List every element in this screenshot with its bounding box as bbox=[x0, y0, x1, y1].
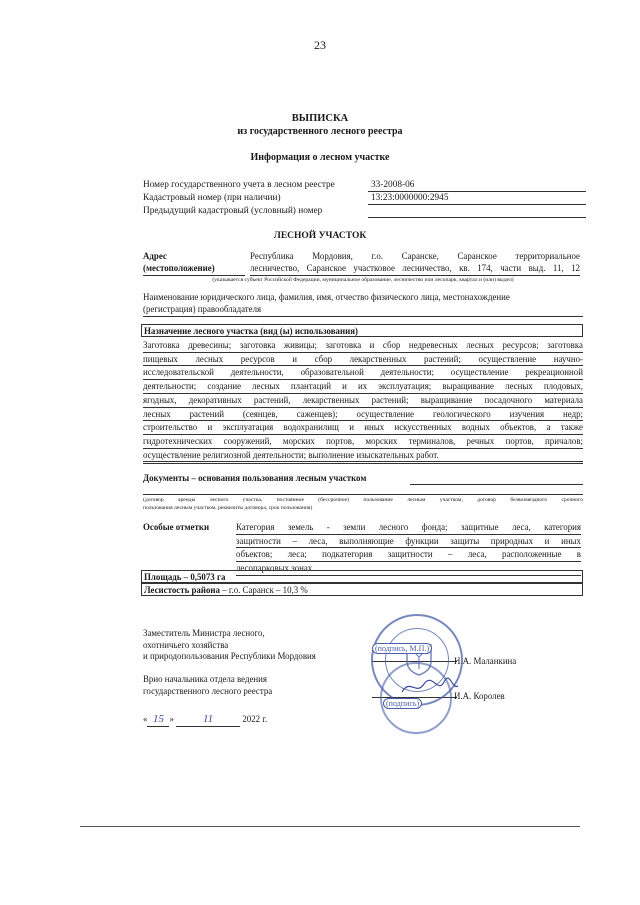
purpose-line: пищевых лесных ресурсов и сбор лекарственных растений; осуществление научно- bbox=[143, 353, 583, 367]
field-registry-number-value: 33-2008-06 bbox=[368, 179, 586, 192]
date-month: 11 bbox=[176, 713, 240, 727]
signature-2-icon bbox=[400, 674, 460, 700]
signatory-2-title bbox=[143, 674, 272, 697]
owner-line-1: Наименование юридического лица, фамилия, имя, отчество физического лица, местонахождение bbox=[143, 292, 510, 302]
purpose-line: лесных растений (сеянцев, саженцев); осуществление геологического изучения недр; bbox=[143, 408, 583, 422]
signatory-1-name: Н.А. Маланкина bbox=[454, 656, 517, 666]
section-plot-heading: ЛЕСНОЙ УЧАСТОК bbox=[273, 231, 367, 241]
special-marks-label: Особые отметки bbox=[143, 522, 210, 532]
page-number: 23 bbox=[314, 38, 326, 52]
signatory-1-title-line: и природопользования Республики Мордовия bbox=[143, 651, 316, 661]
special-marks-text bbox=[236, 521, 581, 576]
purpose-line: исследовательской деятельности, образовательной деятельности; осуществление рекреационной bbox=[143, 366, 583, 380]
special-marks-line: лесопарковых зонах bbox=[236, 562, 581, 576]
address-label: Адрес bbox=[143, 251, 167, 261]
date-close-quote: » bbox=[169, 714, 174, 724]
date-day: 15 bbox=[147, 713, 169, 727]
documents-top-rule bbox=[143, 463, 583, 464]
field-cadastral-number-value: 13:23:0000000:2945 bbox=[368, 192, 586, 205]
purpose-line: Заготовка древесины; заготовка живицы; заготовка и сбор недревесных лесных ресурсов; заготовка bbox=[143, 339, 583, 353]
owner-underline bbox=[143, 316, 583, 317]
purpose-line: гидротехнических сооружений, морских портов, морских терминалов, речных портов, причалов; bbox=[143, 435, 583, 449]
document-subtitle: из государственного лесного реестра bbox=[237, 126, 403, 137]
documents-hint-1: (договор аренды лесного участка, постоянное (бессрочное) пользование лесным участком, договор безвозмездного срочного bbox=[143, 497, 583, 503]
signatory-1-title-line: Заместитель Министра лесного, bbox=[143, 628, 265, 638]
area-value: 0,5073 га bbox=[190, 572, 226, 582]
forest-cover-row bbox=[141, 583, 583, 596]
purpose-line: ягодных, декоративных растений, лекарственных растений; выращивание посадочного материала bbox=[143, 394, 583, 408]
purpose-line: деятельности; создание лесных плантаций и их эксплуатация; выращивание лесных плодовых, bbox=[143, 380, 583, 394]
address-line-2: лесничество, Саранское участковое лесничество, кв. 174, части выд. 11, 12 bbox=[250, 262, 580, 276]
purpose-line: осуществление религиозной деятельности; выполнение изыскательных работ. bbox=[143, 449, 583, 463]
documents-rule bbox=[143, 494, 583, 495]
document-title: ВЫПИСКА bbox=[291, 113, 349, 124]
field-previous-number-label: Предыдущий кадастровый (условный) номер bbox=[143, 206, 323, 216]
signatory-1-title bbox=[143, 628, 316, 663]
date-row bbox=[143, 713, 273, 727]
purpose-text bbox=[143, 339, 583, 462]
address-label-sub: (местоположение) bbox=[143, 262, 245, 276]
area-label: Площадь – bbox=[144, 572, 189, 582]
forest-cover-label: Лесистость района bbox=[144, 585, 220, 595]
section-info-heading: Информация о лесном участке bbox=[250, 152, 390, 163]
address-line-1: Республика Мордовия, г.о. Саранске, Саранское территориальное bbox=[250, 251, 580, 261]
documents-hint-2: пользования лесным участком, реквизиты договора, срок пользования) bbox=[143, 505, 313, 511]
signatory-1-sign-hint: (подпись, М.П.) bbox=[372, 643, 432, 654]
documents-heading: Документы – основания пользования лесным участком bbox=[143, 473, 367, 483]
signatory-2-sign-hint: (подпись) bbox=[383, 698, 422, 709]
area-row bbox=[141, 570, 583, 583]
field-registry-number-label: Номер государственного учета в лесном реестре bbox=[143, 180, 335, 190]
special-marks-line: объектов; леса; подкатегория защитности – леса, расположенные в bbox=[236, 548, 581, 562]
forest-cover-value: – г.о. Саранск – 10,3 % bbox=[219, 585, 308, 595]
signatory-2-title-line: государственного лесного реестра bbox=[143, 685, 273, 696]
owner-line-2: (регистрация) правообладателя bbox=[143, 304, 262, 314]
address-hint: (указывается субъект Российской Федерации, муниципальное образование, лесничество или лесопарк, квартал и (или) выдел) bbox=[212, 277, 514, 283]
field-previous-number-value bbox=[368, 205, 586, 218]
signatory-1-title-line: охотничьего хозяйства bbox=[143, 639, 229, 650]
special-marks-line: Категория земель - земли лесного фонда; защитные леса, категория bbox=[236, 521, 581, 535]
signatory-2-title-line: Врио начальника отдела ведения bbox=[143, 674, 268, 684]
signatory-2-name: И.А. Королев bbox=[454, 691, 505, 701]
date-open-quote: « bbox=[143, 714, 148, 724]
special-marks-line: защитности – леса, выполняющие функции защиты природных и иных bbox=[236, 535, 581, 549]
date-year: 2022 г. bbox=[242, 714, 268, 724]
documents-value-line bbox=[410, 484, 583, 485]
field-cadastral-number-label: Кадастровый номер (при наличии) bbox=[143, 193, 281, 203]
purpose-heading: Назначение лесного участка (вид (ы) использования) bbox=[141, 324, 583, 337]
purpose-line: строительство и эксплуатация водохранилищ и иных искусственных водных объектов, а также bbox=[143, 421, 583, 435]
bottom-rule bbox=[80, 826, 580, 827]
